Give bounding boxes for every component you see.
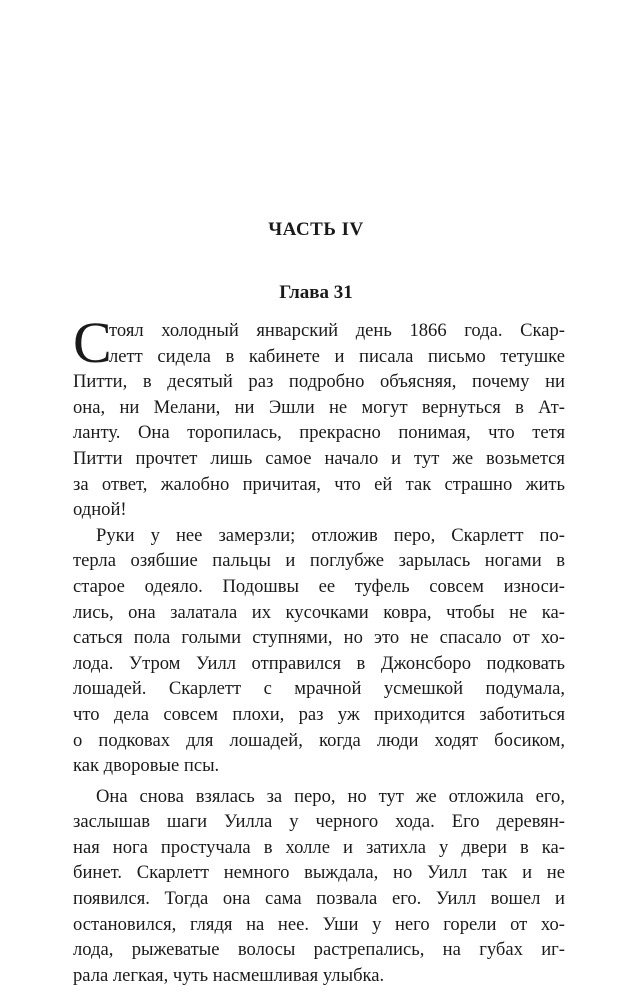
text-line: ная нога простучала в холле и затихла у двери в ка-: [73, 836, 565, 858]
text-line: Питти, в десятый раз подробно объясняя, почему ни: [73, 371, 565, 393]
text-line: как дворовые псы.: [73, 755, 220, 777]
text-line: лошадей. Скарлетт с мрачной усмешкой подумала,: [73, 678, 565, 700]
text-line: Питти прочтет лишь самое начало и тут же возьмется: [73, 447, 565, 469]
text-line: остановился, глядя на нее. Уши у него горели от хо-: [73, 913, 565, 935]
text-line: одной!: [73, 499, 127, 521]
chapter-title: Глава 31: [279, 282, 353, 303]
text-line: саться пола голыми ступнями, но это не спасало от хо-: [73, 627, 565, 649]
text-line: Руки у нее замерзли; отложив перо, Скарлетт по-: [96, 524, 565, 546]
paragraph-1: [73, 310, 565, 523]
text-line: она, ни Мелани, ни Эшли не могут вернуться в Ат-: [73, 396, 565, 418]
text-line: за ответ, жалобно причитая, что ей так страшно жить: [73, 473, 565, 495]
text-line: летт сидела в кабинете и писала письмо тетушке: [109, 345, 565, 367]
text-line: заслышав шаги Уилла у черного хода. Его деревян-: [73, 811, 565, 833]
text-line: Она снова взялась за перо, но тут же отложила его,: [96, 785, 565, 807]
text-line: лись, она залатала их кусочками ковра, чтобы не ка-: [73, 601, 565, 623]
paragraph-3: [73, 784, 565, 989]
text-line: появился. Тогда она сама позвала его. Уилл вошел и: [73, 888, 565, 910]
drop-cap-letter: С: [73, 310, 112, 375]
text-line: о подковах для лошадей, когда люди ходят босиком,: [73, 729, 565, 751]
paragraph-2: [73, 523, 565, 779]
chapter-text: [73, 310, 565, 988]
part-title: ЧАСТЬ IV: [268, 219, 364, 240]
text-line: ланту. Она торопилась, прекрасно понимая, что тетя: [73, 422, 565, 444]
text-line: рала легкая, чуть насмешливая улыбка.: [73, 964, 385, 986]
text-line: терла озябшие пальцы и поглубже зарылась ногами в: [73, 550, 565, 572]
text-line: что дела совсем плохи, раз уж приходится заботиться: [73, 703, 565, 725]
text-line: тоял холодный январский день 1866 года. Скар-: [109, 320, 565, 341]
text-line: бинет. Скарлетт немного выждала, но Уилл так и не: [73, 862, 565, 884]
text-line: лода. Утром Уилл отправился в Джонсборо подковать: [73, 652, 565, 674]
text-line: лода, рыжеватые волосы растрепались, на губах иг-: [73, 939, 565, 961]
text-line: старое одеяло. Подошвы ее туфель совсем износи-: [73, 575, 565, 597]
